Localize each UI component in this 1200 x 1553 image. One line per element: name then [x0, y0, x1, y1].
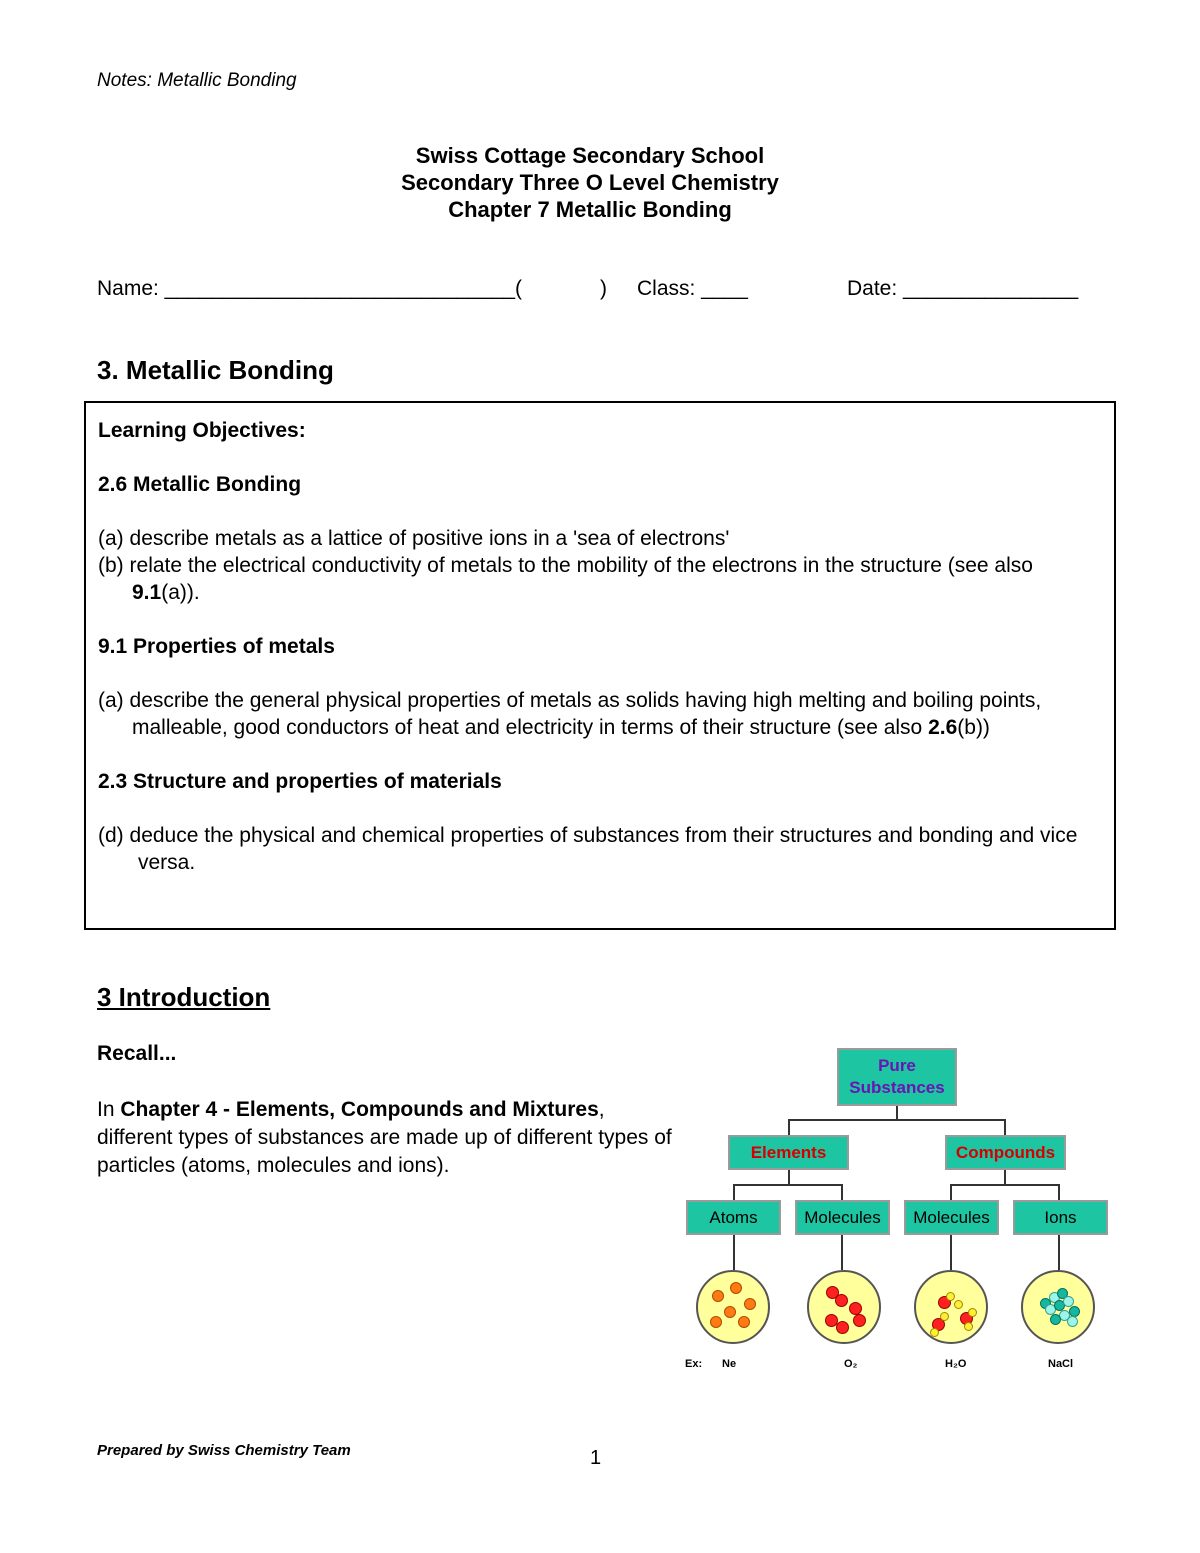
section-heading: 3. Metallic Bonding: [97, 355, 334, 385]
particle-circle-ions-nacl: [1021, 1270, 1095, 1344]
sodium-ion: [1050, 1314, 1061, 1325]
atom-particle: [730, 1282, 742, 1294]
chapter-reference: Chapter 4 - Elements, Compounds and Mixtures: [120, 1098, 599, 1121]
hydrogen-atom: [930, 1328, 939, 1337]
node-molecules-elements: Molecules: [795, 1200, 890, 1235]
intro-paragraph: [97, 1096, 677, 1180]
connector-line: [1004, 1119, 1006, 1135]
objectives-heading: Learning Objectives:: [98, 419, 306, 442]
intro-heading: 3 Introduction: [97, 982, 271, 1012]
node-atoms: Atoms: [686, 1200, 781, 1235]
objective-item: [98, 552, 1098, 606]
connector-line: [733, 1234, 735, 1270]
atom-particle: [710, 1316, 722, 1328]
example-prefix: Ex:: [685, 1358, 703, 1370]
oxygen-atom: [853, 1314, 866, 1327]
objective-group-title: 2.6 Metallic Bonding: [98, 473, 302, 496]
chapter-name: Chapter 7 Metallic Bonding: [448, 197, 732, 222]
atom-particle: [738, 1316, 750, 1328]
objective-text: describe metals as a lattice of positive ions in a 'sea of electrons': [129, 527, 730, 550]
node-pure-substances: Pure Substances: [837, 1048, 957, 1106]
hydrogen-atom: [954, 1300, 963, 1309]
pure-substances-diagram: [680, 1040, 1120, 1380]
particle-circle-atoms: [696, 1270, 770, 1344]
objective-prefix: (d): [98, 824, 124, 847]
document-title: [0, 142, 1180, 223]
objective-prefix: (a): [98, 527, 124, 550]
class-field-label: Class: ____: [637, 277, 748, 300]
objective-prefix: (b): [98, 554, 124, 577]
objective-group-title: 9.1 Properties of metals: [98, 635, 335, 658]
connector-line: [788, 1170, 790, 1184]
page-number: 1: [590, 1447, 602, 1469]
hydrogen-atom: [940, 1312, 949, 1321]
hydrogen-atom: [968, 1308, 977, 1317]
footer-credit: Prepared by Swiss Chemistry Team: [97, 1442, 351, 1459]
example-h2o: H₂O: [945, 1358, 967, 1370]
connector-line: [1004, 1170, 1006, 1184]
node-molecules-compounds: Molecules: [904, 1200, 999, 1235]
example-o2: O₂: [844, 1358, 858, 1370]
intro-text-start: In: [97, 1098, 121, 1121]
objective-item: [98, 822, 1098, 876]
node-elements: Elements: [728, 1135, 849, 1170]
node-compounds: Compounds: [945, 1135, 1066, 1170]
connector-line: [733, 1184, 735, 1200]
connector-line: [1058, 1234, 1060, 1270]
index-field-close: ): [600, 277, 607, 300]
example-nacl: NaCl: [1048, 1358, 1074, 1370]
objective-item: [98, 525, 1098, 552]
objective-text: deduce the physical and chemical properties of substances from their structures and bonding and vice versa.: [129, 824, 1078, 874]
objective-prefix: (a): [98, 689, 124, 712]
school-name: Swiss Cottage Secondary School: [415, 143, 765, 168]
oxygen-atom: [836, 1321, 849, 1334]
connector-line: [788, 1119, 790, 1135]
objective-text-end: (a)).: [161, 581, 200, 604]
connector-line: [733, 1184, 843, 1186]
connector-line: [841, 1234, 843, 1270]
recall-label: Recall...: [97, 1042, 177, 1065]
objective-text: relate the electrical conductivity of metals to the mobility of the electrons in the structure (see also: [129, 554, 1033, 577]
course-name: Secondary Three O Level Chemistry: [401, 170, 779, 195]
objective-reference: 9.1: [132, 581, 162, 604]
intro-text-rest: , different types of substances are made up of different types of particles (atoms, molecules and ions).: [97, 1098, 672, 1177]
connector-line: [950, 1184, 1060, 1186]
hydrogen-atom: [946, 1292, 955, 1301]
hydrogen-atom: [964, 1322, 973, 1331]
atom-particle: [712, 1290, 724, 1302]
atom-particle: [724, 1306, 736, 1318]
objective-text-end: (b)): [957, 716, 990, 739]
atom-particle: [744, 1298, 756, 1310]
name-field-label: Name: ______________________________(: [97, 277, 523, 300]
connector-line: [788, 1119, 1006, 1121]
date-field-label: Date: _______________: [847, 277, 1079, 300]
oxygen-atom: [835, 1294, 848, 1307]
connector-line: [950, 1234, 952, 1270]
particle-circle-molecules-h2o: [914, 1270, 988, 1344]
connector-line: [841, 1184, 843, 1200]
objective-text: describe the general physical properties of metals as solids having high melting and boiling points, malleable, good conductors of heat and electricity in terms of their structure (see also: [129, 689, 1042, 739]
running-header: Notes: Metallic Bonding: [97, 70, 297, 91]
learning-objectives-box: [84, 401, 1116, 930]
objective-item: [98, 687, 1098, 741]
node-ions: Ions: [1013, 1200, 1108, 1235]
example-ne: Ne: [722, 1358, 737, 1370]
chloride-ion: [1067, 1316, 1078, 1327]
connector-line: [1058, 1184, 1060, 1200]
objective-group-title: 2.3 Structure and properties of materials: [98, 770, 502, 793]
connector-line: [896, 1106, 898, 1120]
connector-line: [950, 1184, 952, 1200]
particle-circle-molecules-o2: [807, 1270, 881, 1344]
objective-reference: 2.6: [928, 716, 958, 739]
